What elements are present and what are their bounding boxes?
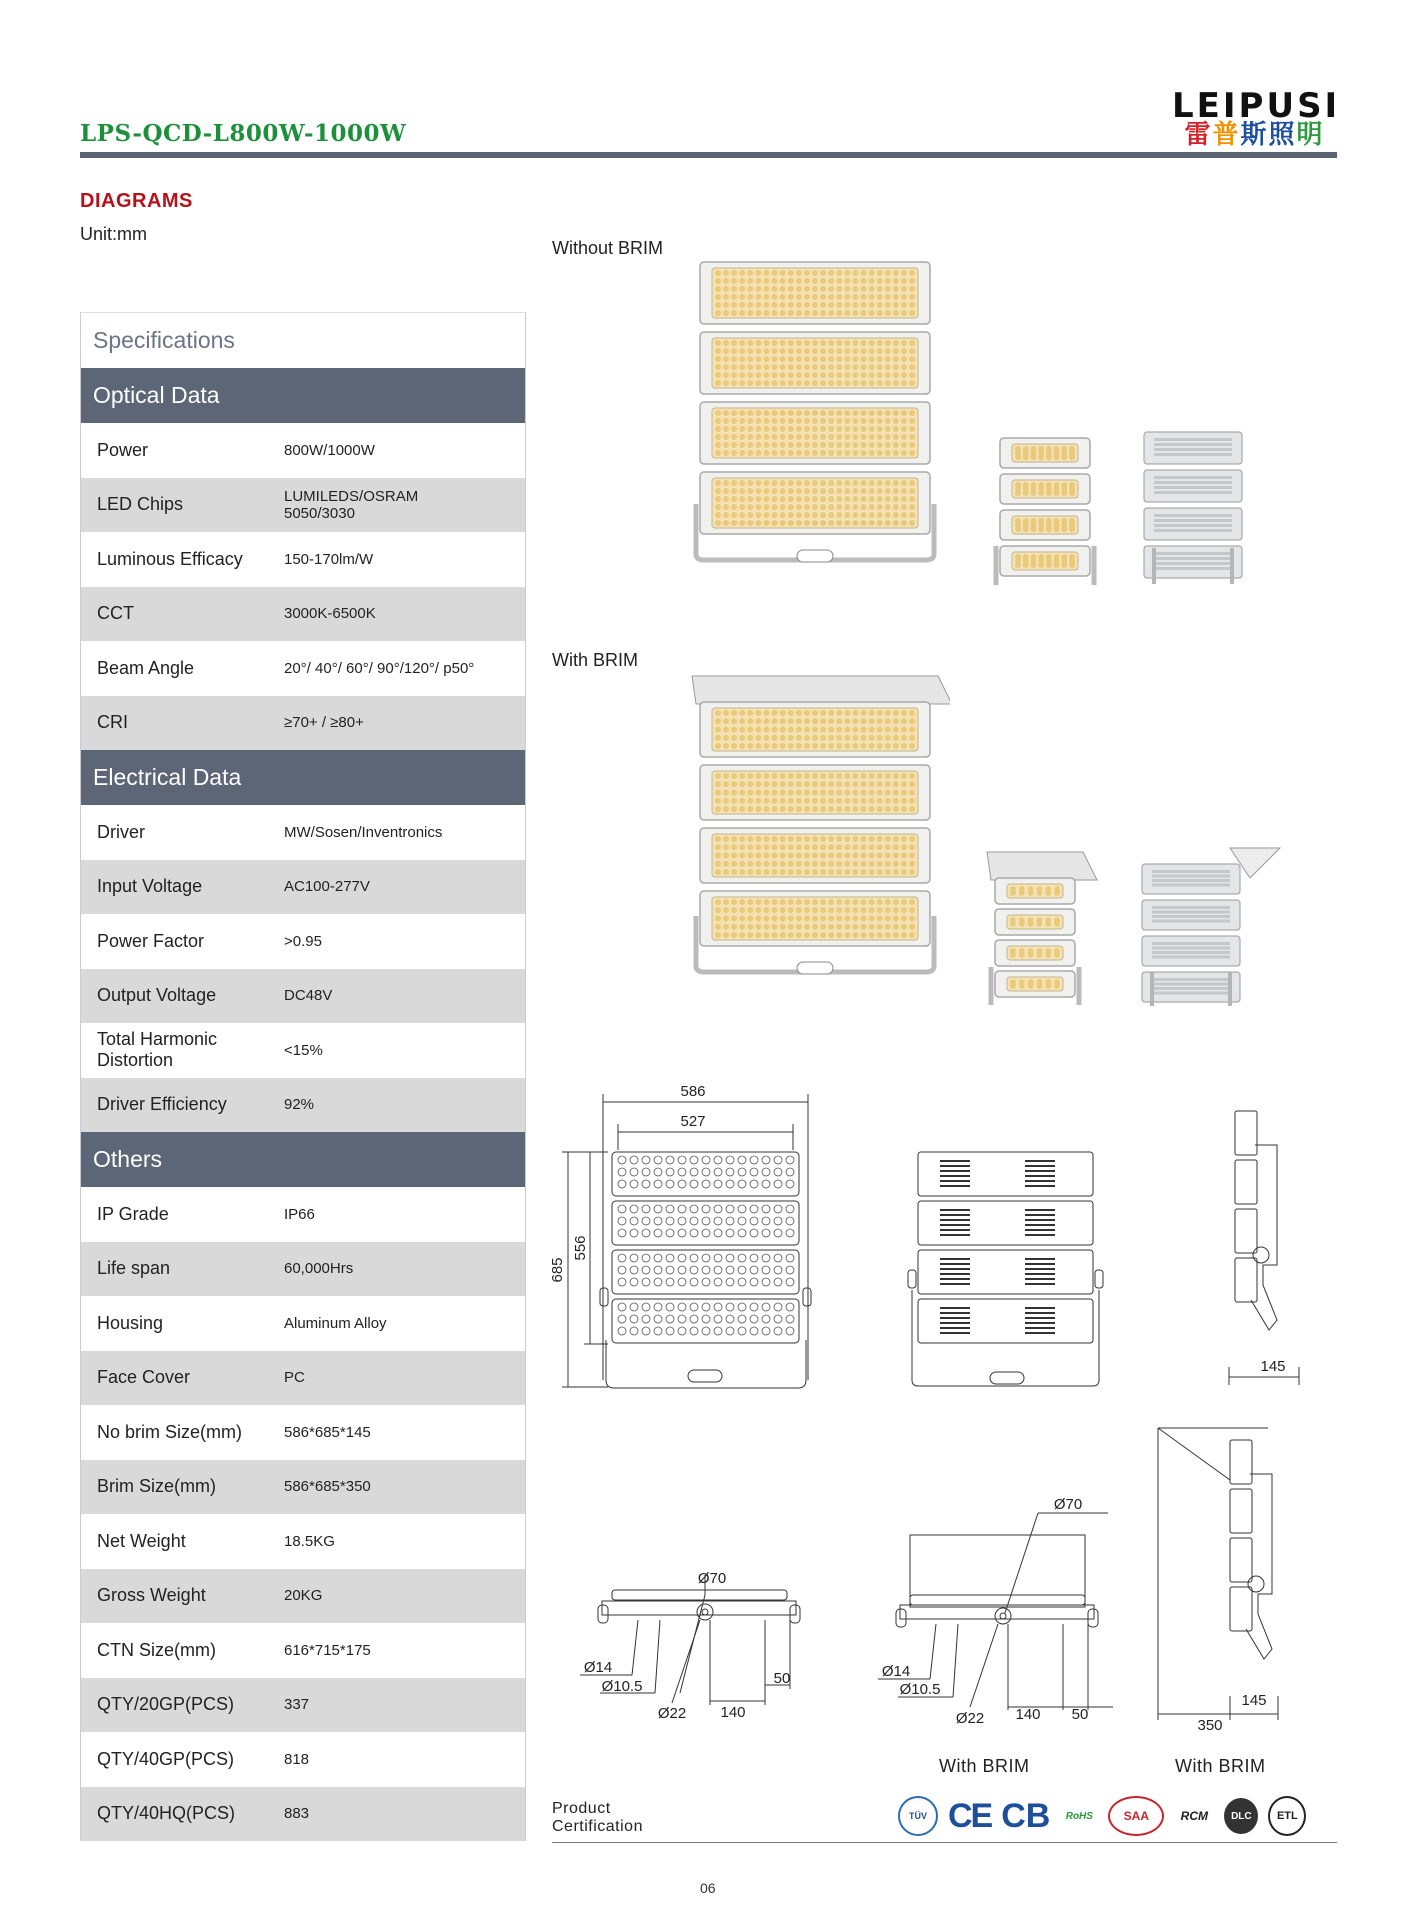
- floodlight-back-photo: [1132, 422, 1257, 584]
- spec-value: MW/Sosen/Inventronics: [284, 823, 443, 841]
- spec-row: [81, 969, 525, 1024]
- spec-row: [81, 1514, 525, 1569]
- spec-row: [81, 1623, 525, 1678]
- spec-value: <15%: [284, 1041, 323, 1059]
- spec-row: [81, 696, 525, 751]
- spec-row: [81, 914, 525, 969]
- spec-value: >0.95: [284, 932, 322, 950]
- spec-row: [81, 478, 525, 533]
- spec-value: LUMILEDS/OSRAM 5050/3030: [284, 487, 419, 522]
- spec-row: [81, 532, 525, 587]
- spec-label: Output Voltage: [97, 985, 217, 1006]
- spec-value: 3000K-6500K: [284, 605, 376, 623]
- dim-d70-bottom: Ø70: [697, 1570, 727, 1587]
- spec-label: IP Grade: [97, 1203, 169, 1224]
- with-brim-label: With BRIM: [552, 650, 639, 670]
- spec-row: [81, 1078, 525, 1133]
- logo-cn-char: 普: [1212, 120, 1241, 150]
- spec-row: [81, 1460, 525, 1515]
- dim-d22-bottom: Ø22: [657, 1705, 687, 1722]
- spec-value: 18.5KG: [284, 1532, 335, 1550]
- spec-value: 818: [284, 1750, 310, 1768]
- unit-label: Unit:mm: [80, 224, 147, 244]
- spec-row: [81, 1296, 525, 1351]
- spec-label: Power: [97, 439, 149, 460]
- spec-row: [81, 1787, 525, 1842]
- dim-d70-brim: Ø70: [1053, 1496, 1083, 1513]
- dim-50-brim: 50: [1071, 1706, 1089, 1723]
- spec-label: CCT: [97, 603, 134, 624]
- cert-dlc-icon: DLC: [1224, 1798, 1258, 1834]
- dim-height-outer: 685: [549, 1257, 566, 1283]
- spec-category-header: Others: [81, 1132, 525, 1187]
- spec-value: 92%: [284, 1096, 315, 1114]
- dim-d10-5-brim: Ø10.5: [899, 1681, 941, 1698]
- spec-row: [81, 860, 525, 915]
- cert-label-line2: Certification: [552, 1818, 643, 1835]
- with-brim-caption-side: With BRIM: [1175, 1756, 1266, 1776]
- spec-row: [81, 641, 525, 696]
- spec-value: 20KG: [284, 1587, 323, 1605]
- brand-logo-chinese: [1172, 114, 1337, 151]
- spec-row: [81, 1023, 525, 1078]
- dim-140-bottom: 140: [720, 1704, 746, 1721]
- spec-label: No brim Size(mm): [97, 1421, 243, 1442]
- dim-d10-5-bottom: Ø10.5: [601, 1678, 643, 1695]
- product-certification-label: [552, 1800, 643, 1836]
- dim-140-brim: 140: [1015, 1706, 1041, 1723]
- spec-row: [81, 1678, 525, 1733]
- spec-row: [81, 805, 525, 860]
- spec-row: [81, 423, 525, 478]
- spec-row: [81, 587, 525, 642]
- spec-label: QTY/40HQ(PCS): [97, 1803, 236, 1824]
- floodlight-brim-back-photo: [1132, 836, 1282, 1006]
- spec-category-header: Optical Data: [81, 368, 525, 423]
- spec-value: PC: [284, 1369, 305, 1387]
- spec-label: CRI: [97, 712, 128, 733]
- spec-value: Aluminum Alloy: [284, 1314, 387, 1332]
- spec-row: [81, 1242, 525, 1297]
- brim-side-dimension-drawing: [1150, 1420, 1290, 1740]
- spec-value: 586*685*145: [284, 1423, 371, 1441]
- footer-divider: [552, 1842, 1337, 1843]
- logo-cn-char: 照: [1268, 120, 1297, 150]
- spec-label: Net Weight: [97, 1530, 186, 1551]
- dim-brim-depth: 350: [1197, 1717, 1223, 1734]
- spec-value: 60,000Hrs: [284, 1260, 354, 1278]
- spec-label: Beam Angle: [97, 657, 195, 678]
- dim-d14-bottom: Ø14: [583, 1659, 613, 1676]
- dim-depth-brim: 145: [1241, 1692, 1267, 1709]
- spec-value: 337: [284, 1696, 310, 1714]
- back-dimension-drawing: [900, 1140, 1110, 1390]
- spec-value: 20°/ 40°/ 60°/ 90°/120°/ p50°: [284, 659, 475, 677]
- product-title: LPS-QCD-L800W-1000W: [80, 120, 407, 147]
- dim-50-bottom: 50: [773, 1670, 791, 1687]
- spec-category-header: Electrical Data: [81, 750, 525, 805]
- cert-saa-icon: SAA: [1108, 1796, 1164, 1836]
- spec-row: [81, 1351, 525, 1406]
- dim-d14-brim: Ø14: [881, 1663, 911, 1680]
- logo-cn-char: 雷: [1184, 120, 1213, 150]
- with-brim-caption-bottom: With BRIM: [939, 1756, 1030, 1776]
- floodlight-front-photo: [680, 252, 950, 582]
- front-dimension-drawing: [548, 1080, 818, 1400]
- spec-label: Power Factor: [97, 930, 205, 951]
- spec-label: Face Cover: [97, 1367, 191, 1388]
- specifications-heading: Specifications: [81, 312, 525, 368]
- spec-value: 616*715*175: [284, 1641, 371, 1659]
- dim-width-inner: 527: [680, 1113, 706, 1130]
- dim-height-inner: 556: [572, 1235, 589, 1261]
- spec-value: IP66: [284, 1205, 315, 1223]
- spec-row: [81, 1187, 525, 1242]
- cert-rcm-icon: RCM: [1180, 1809, 1208, 1823]
- spec-label: LED Chips: [97, 494, 184, 515]
- spec-label: Brim Size(mm): [97, 1476, 216, 1497]
- logo-cn-char: 斯: [1240, 120, 1269, 150]
- cert-tv-icon: TÜV: [898, 1796, 938, 1836]
- spec-label: Life span: [97, 1258, 171, 1279]
- cert-ce-icon: CE: [948, 1796, 992, 1835]
- header-divider: [80, 152, 1337, 158]
- cert-rohs-icon: RoHS: [1065, 1810, 1093, 1822]
- dim-width-outer: 586: [680, 1083, 706, 1100]
- spec-label: Luminous Efficacy: [97, 548, 243, 569]
- spec-label: Total Harmonic Distortion: [97, 1029, 218, 1071]
- spec-value: 883: [284, 1805, 310, 1823]
- cert-cb-icon: CB: [1001, 1796, 1051, 1835]
- specifications-table: [80, 312, 526, 1841]
- spec-row: [81, 1405, 525, 1460]
- cert-etl-icon: ETL: [1268, 1796, 1306, 1836]
- brand-logo-text: LEIPUSI: [1172, 86, 1341, 126]
- dim-d22-brim: Ø22: [955, 1710, 985, 1727]
- spec-value: 800W/1000W: [284, 441, 375, 459]
- dim-depth: 145: [1260, 1358, 1286, 1375]
- spec-label: Gross Weight: [97, 1585, 206, 1606]
- cert-label-line1: Product: [552, 1800, 611, 1817]
- floodlight-brim-front-photo: [680, 674, 950, 1004]
- spec-value: 150-170lm/W: [284, 550, 374, 568]
- spec-value: ≥70+ / ≥80+: [284, 714, 364, 732]
- spec-label: Input Voltage: [97, 876, 203, 897]
- brim-bottom-view-drawing: [858, 1495, 1123, 1745]
- without-brim-label: Without BRIM: [552, 238, 664, 258]
- spec-label: CTN Size(mm): [97, 1639, 216, 1660]
- spec-value: AC100-277V: [284, 878, 370, 896]
- floodlight-brim-angled-photo: [960, 850, 1115, 1005]
- spec-value: 586*685*350: [284, 1478, 371, 1496]
- page-number: 06: [700, 1880, 716, 1896]
- spec-label: Driver Efficiency: [97, 1094, 227, 1115]
- floodlight-angled-photo: [990, 430, 1115, 585]
- bottom-view-drawing: [560, 1565, 825, 1745]
- spec-label: QTY/20GP(PCS): [97, 1694, 235, 1715]
- section-title: DIAGRAMS: [80, 190, 193, 212]
- logo-cn-char: 明: [1296, 120, 1325, 150]
- side-dimension-drawing: [1225, 1105, 1305, 1395]
- spec-label: Driver: [97, 821, 145, 842]
- spec-label: Housing: [97, 1312, 164, 1333]
- spec-label: QTY/40GP(PCS): [97, 1748, 235, 1769]
- certification-icons: [898, 1796, 1306, 1836]
- spec-row: [81, 1732, 525, 1787]
- spec-row: [81, 1569, 525, 1624]
- spec-value: DC48V: [284, 987, 333, 1005]
